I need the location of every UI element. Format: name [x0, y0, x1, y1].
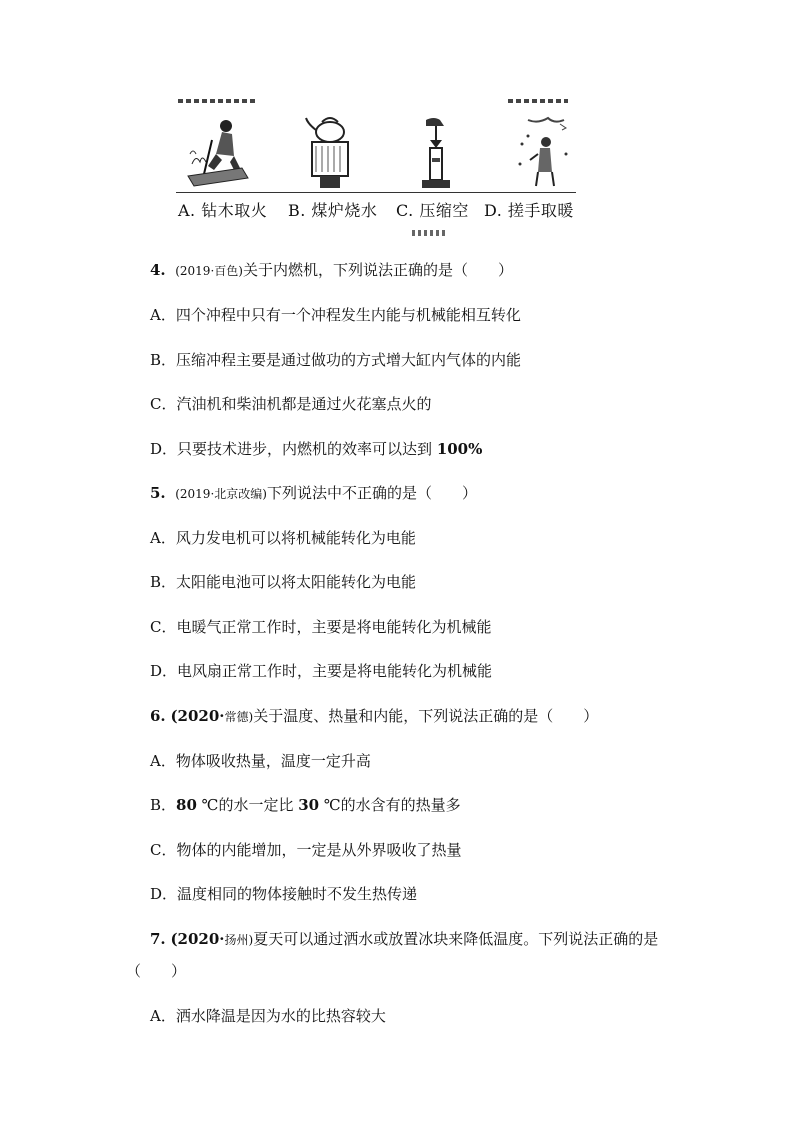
temperature-value: 80	[176, 796, 197, 814]
coal-stove-kettle-icon	[290, 114, 370, 192]
caption-c: C. 压缩空	[396, 201, 469, 220]
figure-images-row	[180, 114, 578, 194]
question-number: 4.	[150, 261, 166, 279]
question-5-option-c: C．电暖气正常工作时，主要是将电能转化为机械能	[150, 618, 492, 636]
question-5-option-b: B．太阳能电池可以将太阳能转化为电能	[150, 573, 417, 591]
drill-wood-fire-icon	[182, 114, 262, 192]
question-6-option-c: C．物体的内能增加，一定是从外界吸收了热量	[150, 841, 462, 859]
energy-conversion-figure	[170, 96, 580, 246]
question-number: 5.	[150, 484, 166, 502]
option-text: ℃的水含有的热量多	[319, 796, 461, 814]
figure-baseline	[176, 192, 576, 193]
question-5-option-a: A．风力发电机可以将机械能转化为电能	[150, 529, 416, 547]
question-4-option-a: A．四个冲程中只有一个冲程发生内能与机械能相互转化	[150, 306, 521, 324]
question-5-option-d: D．电风扇正常工作时，主要是将电能转化为机械能	[150, 662, 493, 680]
temperature-value: 30	[298, 796, 320, 814]
question-text: 夏天可以通过洒水或放置冰块来降低温度。下列说法正确的是	[253, 930, 659, 948]
question-4-option-d	[150, 439, 482, 459]
figure-captions	[176, 198, 586, 226]
air-compression-piston-icon	[400, 114, 480, 192]
option-text: ℃的水一定比	[196, 796, 299, 814]
question-4-option-b: B．压缩冲程主要是通过做功的方式增大缸内气体的内能	[150, 351, 522, 369]
question-4-stem	[150, 260, 513, 281]
question-4-option-c: C．汽油机和柴油机都是通过火花塞点火的	[150, 395, 432, 413]
question-source: (2019·北京改编)	[175, 487, 267, 501]
question-text: 关于温度、热量和内能，下列说法正确的是（ ）	[253, 707, 599, 725]
question-source-place: 扬州)	[224, 933, 254, 947]
efficiency-value: 100%	[436, 440, 483, 458]
cropped-text-fragment	[508, 96, 568, 104]
question-source-year: (2020·	[170, 707, 225, 725]
question-source: (2019·百色)	[175, 264, 243, 278]
question-6-option-b	[150, 795, 461, 815]
question-source-year: (2020·	[170, 930, 225, 948]
question-number: 6.	[150, 707, 166, 725]
question-6-option-d: D．温度相同的物体接触时不发生热传递	[150, 885, 418, 903]
question-7-answer-blank: （ ）	[126, 962, 187, 980]
question-7-stem	[150, 929, 658, 950]
caption-b: B. 煤炉烧水	[288, 201, 378, 220]
question-6-option-a: A．物体吸收热量，温度一定升高	[150, 752, 371, 770]
question-6-stem	[150, 706, 598, 727]
question-7-option-a: A．洒水降温是因为水的比热容较大	[150, 1007, 386, 1025]
cropped-text-fragment	[178, 96, 258, 104]
question-source-place: 常德)	[224, 710, 254, 724]
caption-a: A. 钻木取火	[178, 201, 268, 220]
question-text: 关于内燃机，下列说法正确的是（ ）	[242, 261, 513, 279]
option-text: D．只要技术进步，内燃机的效率可以达到	[150, 440, 433, 458]
cropped-text-fragment	[412, 230, 448, 236]
question-text: 下列说法中不正确的是（ ）	[266, 484, 477, 502]
option-letter: B．	[150, 796, 177, 814]
rubbing-hands-icon	[508, 114, 588, 192]
caption-d: D. 搓手取暖	[484, 201, 574, 220]
question-5-stem	[150, 483, 477, 504]
question-number: 7.	[150, 930, 166, 948]
